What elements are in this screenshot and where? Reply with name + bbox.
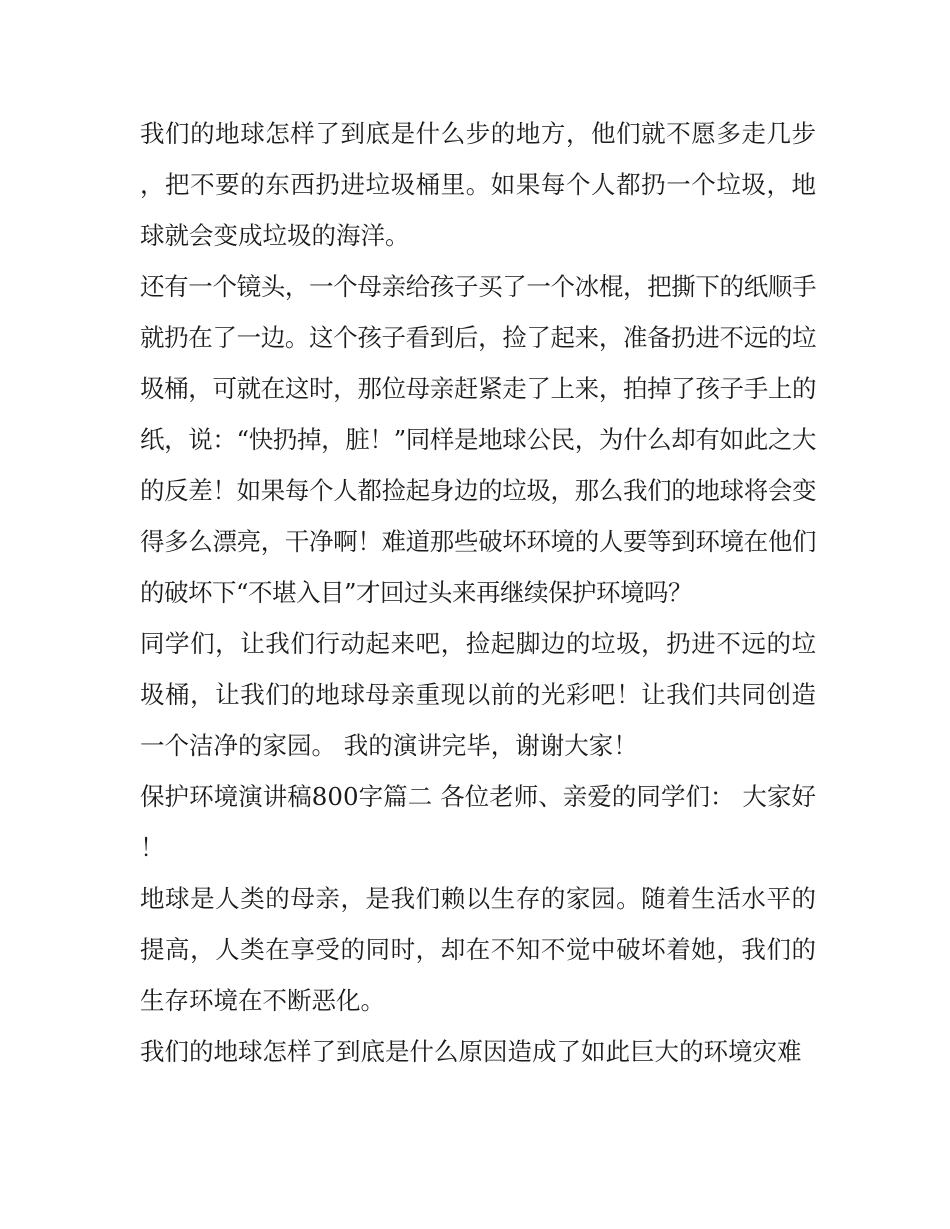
paragraph-disaster-cause: 我们的地球怎样了到底是什么原因造成了如此巨大的环境灾难 — [140, 1037, 802, 1066]
document-body — [140, 108, 816, 1077]
paragraph-earth-mother: 地球是人类的母亲，是我们赖以生存的家园。随着生活水平的提高，人类在享受的同时，却在不知不觉中破坏着她，我们的生存环境在不断恶化。 — [140, 884, 816, 1015]
paragraph-speech-two-heading: 保护环境演讲稿800字篇二 各位老师、亲爱的同学们： 大家好！ — [140, 782, 816, 862]
paragraph-litter-habits: 我们的地球怎样了到底是什么步的地方，他们就不愿多走几步，把不要的东西扔进垃圾桶里。如果每个人都扔一个垃圾，地球就会变成垃圾的海洋。 — [140, 119, 816, 250]
paragraph-call-to-action: 同学们，让我们行动起来吧，捡起脚边的垃圾，扔进不远的垃圾桶，让我们的地球母亲重现以前的光彩吧！让我们共同创造一个洁净的家园。 我的演讲完毕，谢谢大家！ — [140, 629, 816, 760]
paragraph-mother-and-child: 还有一个镜头，一个母亲给孩子买了一个冰棍，把撕下的纸顺手就扔在了一边。这个孩子看到后，捡了起来，准备扔进不远的垃圾桶，可就在这时，那位母亲赶紧走了上来，拍掉了孩子手上的纸，说：“快扔掉，脏！”同样是地球公民，为什么却有如此之大的反差！如果每个人都捡起身边的垃圾，那么我们的地球将会变得多么漂亮，干净啊！难道那些破坏环境的人要等到环境在他们的破坏下“不堪入目”才回过头来再继续保护环境吗？ — [140, 272, 816, 607]
